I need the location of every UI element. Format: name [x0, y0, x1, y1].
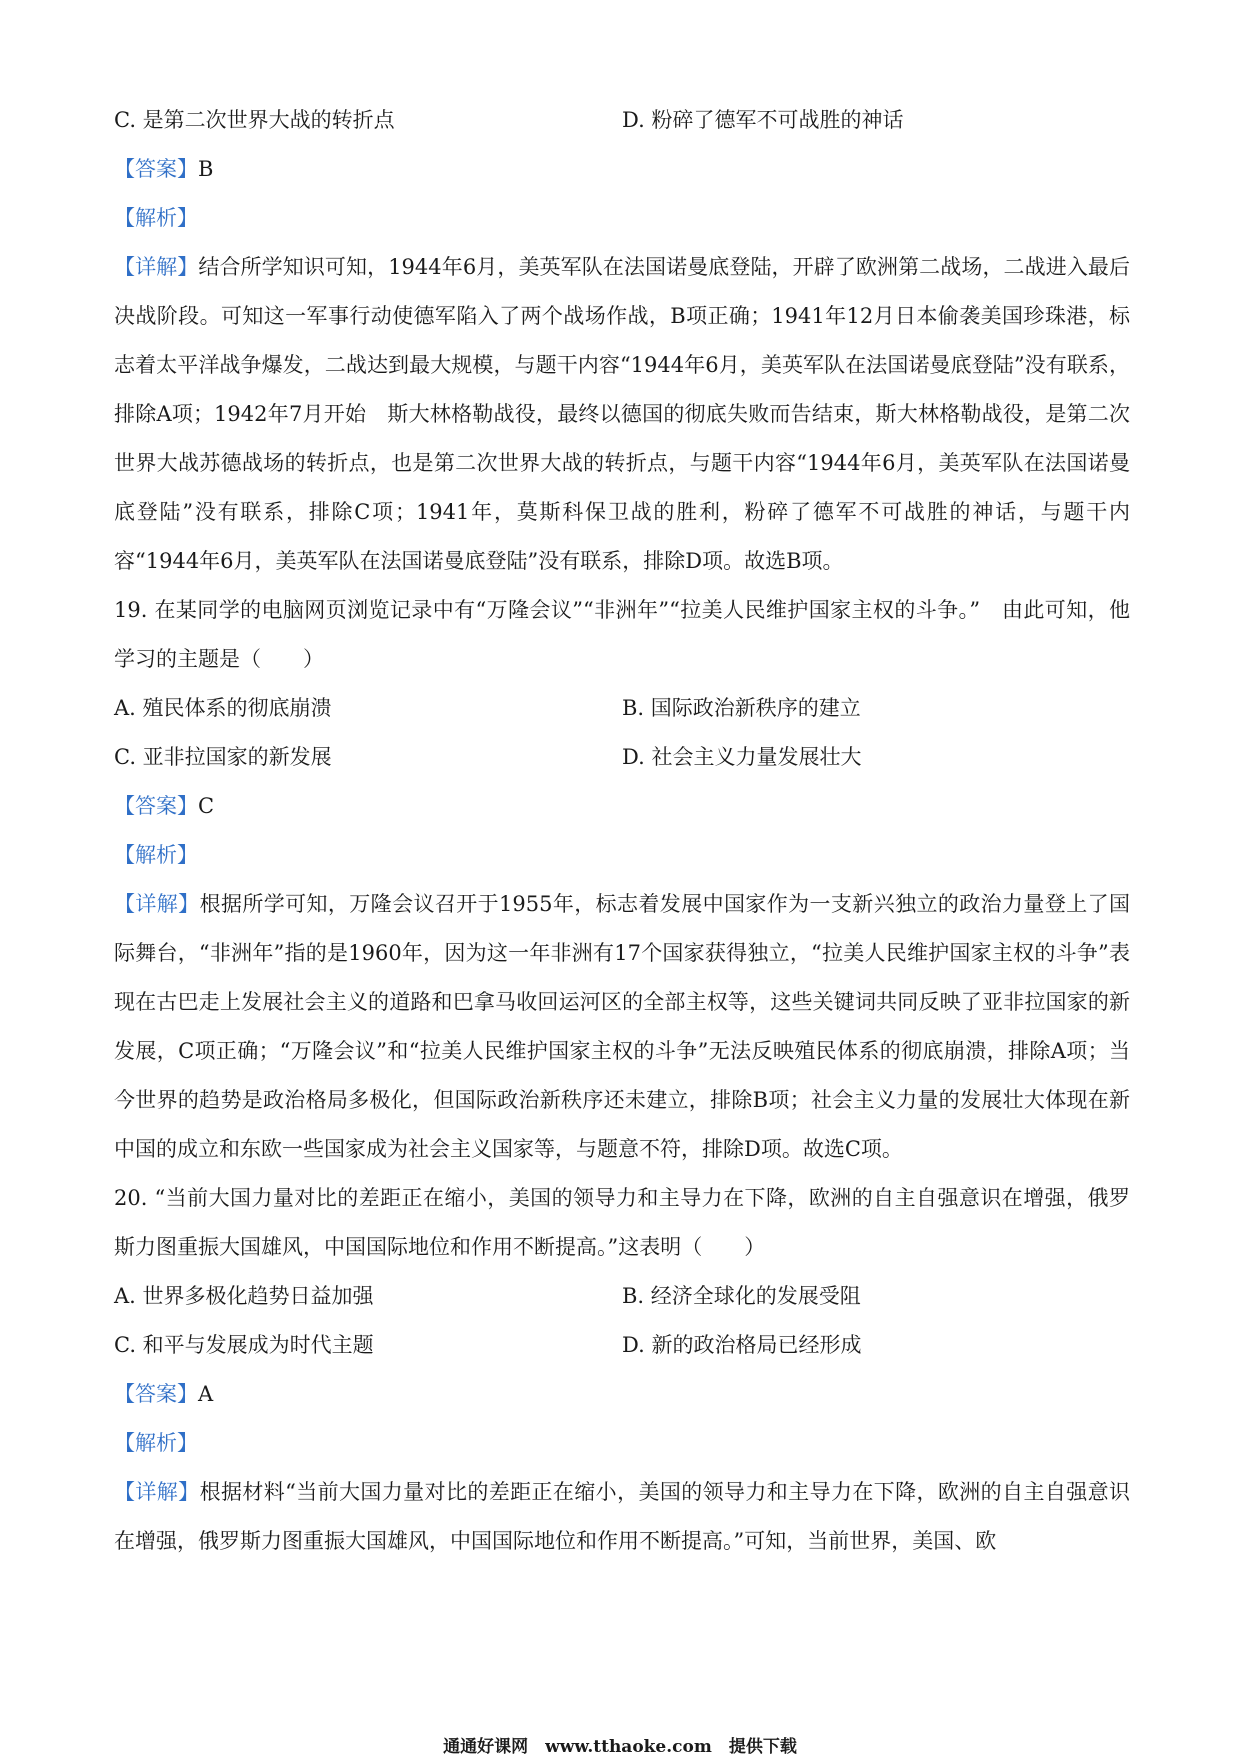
- q19-option-c: C. 亚非拉国家的新发展: [114, 745, 332, 769]
- q20-option-c: C. 和平与发展成为时代主题: [114, 1333, 374, 1357]
- q19-stem: 19. 在某同学的电脑网页浏览记录中有“万隆会议”“非洲年”“拉美人民维护国家主权的斗争。” 由此可知，他学习的主题是（ ）: [114, 598, 1130, 671]
- q20-detail: [114, 1468, 1130, 1566]
- answer-tag: 【答案】: [114, 1382, 198, 1406]
- q19-options-ab: [114, 684, 1130, 733]
- q20-option-b: B. 经济全球化的发展受阻: [622, 1284, 861, 1308]
- q20-option-d: D. 新的政治格局已经形成: [622, 1333, 862, 1357]
- q20-option-a: A. 世界多极化趋势日益加强: [114, 1284, 374, 1308]
- q19-detail-text: 根据所学可知，万隆会议召开于1955年，标志着发展中国家作为一支新兴独立的政治力量登上了国际舞台，“非洲年”指的是1960年，因为这一年非洲有17个国家获得独立，“拉美人民维护国家主权的斗争”表现在古巴走上发展社会主义的道路和巴拿马收回运河区的全部主权等，这些关键词共同反映了亚非拉国家的新发展，C项正确；“万隆会议”和“拉美人民维护国家主权的斗争”无法反映殖民体系的彻底崩溃，排除A项；当今世界的趋势是政治格局多极化，但国际政治新秩序还未建立，排除B项；社会主义力量的发展壮大体现在新中国的成立和东欧一些国家成为社会主义国家等，与题意不符，排除D项。故选C项。: [114, 892, 1130, 1161]
- q19-option-a: A. 殖民体系的彻底崩溃: [114, 696, 332, 720]
- answer-tag: 【答案】: [114, 157, 198, 181]
- analysis-tag: 【解析】: [114, 206, 198, 230]
- analysis-tag: 【解析】: [114, 1431, 198, 1455]
- q19-detail: [114, 880, 1130, 1174]
- q18-detail: [114, 243, 1130, 586]
- q18-option-d: D. 粉碎了德军不可战胜的神话: [622, 108, 904, 132]
- q18-analysis: [114, 194, 1130, 243]
- q18-answer-value: B: [198, 157, 214, 181]
- q19-answer-value: C: [198, 794, 215, 818]
- page-footer: 通通好课网 www.tthaoke.com 提供下载: [443, 1737, 797, 1757]
- detail-tag: 【详解】: [114, 1480, 200, 1504]
- q19-answer: [114, 782, 1130, 831]
- detail-tag: 【详解】: [114, 255, 199, 279]
- q19-analysis: [114, 831, 1130, 880]
- q20-answer-value: A: [198, 1382, 214, 1406]
- q20-options-cd: [114, 1321, 1130, 1370]
- q18-detail-text: 结合所学知识可知，1944年6月，美英军队在法国诺曼底登陆，开辟了欧洲第二战场，二战进入最后决战阶段。可知这一军事行动使德军陷入了两个战场作战，B项正确；1941年12月日本偷袭美国珍珠港，标志着太平洋战争爆发，二战达到最大规模，与题干内容“1944年6月，美英军队在法国诺曼底登陆”没有联系，排除A项；1942年7月开始 斯大林格勒战役，最终以德国的彻底失败而告结束，斯大林格勒战役，是第二次世界大战苏德战场的转折点，也是第二次世界大战的转折点，与题干内容“1944年6月，美英军队在法国诺曼底登陆”没有联系，排除C项；1941年，莫斯科保卫战的胜利，粉碎了德军不可战胜的神话，与题干内容“1944年6月，美英军队在法国诺曼底登陆”没有联系，排除D项。故选B项。: [114, 255, 1130, 573]
- detail-tag: 【详解】: [114, 892, 200, 916]
- q20-options-ab: [114, 1272, 1130, 1321]
- q19-option-b: B. 国际政治新秩序的建立: [622, 696, 861, 720]
- q20-stem: 20. “当前大国力量对比的差距正在缩小，美国的领导力和主导力在下降，欧洲的自主自强意识在增强，俄罗斯力图重振大国雄风，中国国际地位和作用不断提高。”这表明（ ）: [114, 1186, 1130, 1259]
- q20-detail-text: 根据材料“当前大国力量对比的差距正在缩小，美国的领导力和主导力在下降，欧洲的自主自强意识在增强，俄罗斯力图重振大国雄风，中国国际地位和作用不断提高。”可知，当前世界，美国、欧: [114, 1480, 1131, 1553]
- document-page: [114, 96, 1130, 1566]
- analysis-tag: 【解析】: [114, 843, 198, 867]
- q20-answer: [114, 1370, 1130, 1419]
- q18-answer: [114, 145, 1130, 194]
- q19-option-d: D. 社会主义力量发展壮大: [622, 745, 862, 769]
- answer-tag: 【答案】: [114, 794, 198, 818]
- q18-option-c: C. 是第二次世界大战的转折点: [114, 108, 395, 132]
- q20-analysis: [114, 1419, 1130, 1468]
- q18-options-cd: [114, 96, 1130, 145]
- q19-options-cd: [114, 733, 1130, 782]
